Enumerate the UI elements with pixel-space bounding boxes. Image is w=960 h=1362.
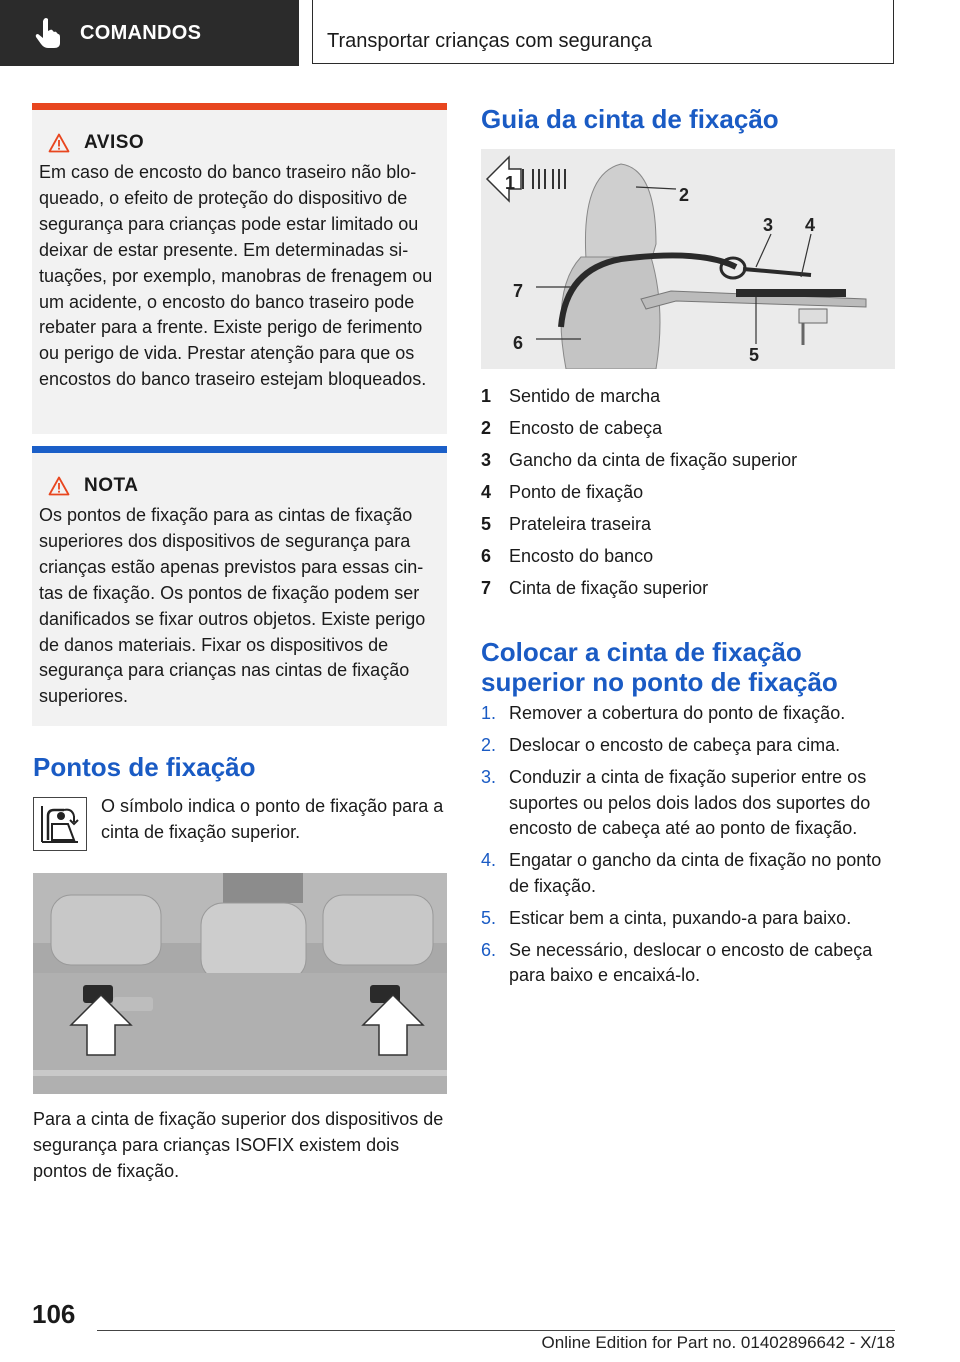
tether-anchor-symbol: [33, 797, 87, 851]
page-number: 106: [32, 1299, 76, 1329]
legend-num: 5: [481, 514, 492, 534]
diagram-label-6: 6: [513, 333, 524, 353]
diagram-label-5: 5: [749, 345, 760, 365]
legend-num: 3: [481, 450, 492, 470]
warning-box: [32, 103, 447, 434]
legend-text: Encosto do banco: [509, 546, 654, 566]
step-item: [481, 733, 895, 759]
step-item: [481, 765, 895, 842]
step-number: 6.: [481, 939, 497, 960]
symbol-description: O símbolo indica o ponto de fixação para a cinta de fixação superior.: [101, 796, 444, 842]
legend-item: [481, 476, 895, 508]
legend-item: [481, 572, 895, 604]
step-text: Remover a cobertura do ponto de fixação.: [509, 703, 846, 723]
chapter-title: Transportar crianças com segurança: [312, 0, 894, 64]
step-item: [481, 701, 895, 727]
note-triangle-icon: [48, 476, 70, 496]
legend-text: Prateleira traseira: [509, 514, 652, 534]
step-item: [481, 906, 895, 932]
procedure-steps: [481, 701, 895, 995]
photo-caption: Para a cinta de fixação superior dos dispositivos de segurança para crianças ISOFIX existem dois pontos de fixação.: [33, 1109, 444, 1181]
step-text: Engatar o gancho da cinta de fixação no ponto de fixação.: [509, 850, 882, 896]
legend-text: Sentido de marcha: [509, 386, 661, 406]
note-text: Os pontos de fixação para as cintas de fixação superiores dos dispositivos de segurança para crianças estão apenas previstos para essas cintas de fixação. Os pontos de fixação podem ser danificados se fixar outros objetos. Existe perigo de danos materiais. Fixar os dispositivos de segurança para crianças nas cintas de fixação superiores.: [39, 505, 426, 707]
diagram-label-1: 1: [505, 173, 516, 193]
footer-divider: [97, 1330, 895, 1331]
legend-num: 1: [481, 386, 492, 406]
legend-item: [481, 380, 895, 412]
step-number: 5.: [481, 907, 497, 928]
step-number: 3.: [481, 767, 497, 787]
legend-text: Gancho da cinta de fixação superior: [509, 450, 798, 470]
warning-triangle-icon: [48, 133, 70, 153]
legend-num: 7: [481, 578, 492, 598]
legend-text: Cinta de fixação superior: [509, 578, 709, 598]
section-tab[interactable]: [0, 0, 299, 66]
anchor-points-photo: [33, 873, 447, 1094]
legend-text: Ponto de fixação: [509, 482, 644, 502]
legend-item: [481, 508, 895, 540]
tether-guide-diagram: [481, 149, 895, 369]
edition-info: Online Edition for Part no. 01402896642 - X/18: [541, 1333, 895, 1352]
hand-pointer-icon: [30, 15, 66, 51]
diagram-label-7: 7: [513, 281, 524, 301]
step-text: Deslocar o encosto de cabeça para cima.: [509, 735, 841, 755]
warning-label: AVISO: [84, 132, 145, 153]
rear-shelf-illustration: [33, 873, 447, 1094]
diagram-legend: [481, 380, 895, 604]
diagram-label-2: 2: [679, 185, 690, 205]
legend-item: [481, 412, 895, 444]
legend-num: 2: [481, 418, 492, 438]
step-item: [481, 938, 895, 989]
child-seat-anchor-icon: [34, 798, 86, 850]
pontos-heading: Pontos de fixação: [33, 752, 256, 782]
step-number: 2.: [481, 735, 497, 755]
note-box: [32, 446, 447, 726]
colocar-heading: Colocar a cinta de fixação superior no ponto de fixação: [481, 637, 838, 697]
step-text: Esticar bem a cinta, puxando-a para baixo.: [509, 907, 852, 928]
step-number: 4.: [481, 850, 497, 870]
step-text: Se necessário, deslocar o encosto de cabeça para baixo e encaixá-lo.: [509, 939, 873, 985]
legend-item: [481, 540, 895, 572]
note-label: NOTA: [84, 475, 139, 496]
guia-heading: Guia da cinta de fixação: [481, 104, 779, 134]
step-text: Conduzir a cinta de fixação superior entre os suportes ou pelos dois lados dos suportes do encosto de cabeça até ao ponto de fixação.: [509, 767, 871, 838]
warning-text: Em caso de encosto do banco traseiro não bloqueado, o efeito de proteção do dispositivo de segurança para crianças pode estar limitado ou deixar de estar presente. Em determinadas situações, por exemplo, manobras de frenagem ou um acidente, o encosto do banco traseiro pode rebater para a frente. Existe perigo de ferimento ou perigo de vida. Prestar atenção para que os encostos do banco traseiro estejam bloqueados.: [39, 162, 433, 390]
legend-num: 6: [481, 546, 492, 566]
step-number: 1.: [481, 703, 497, 723]
legend-num: 4: [481, 482, 492, 502]
legend-item: [481, 444, 895, 476]
step-item: [481, 848, 895, 899]
diagram-label-4: 4: [805, 215, 816, 235]
legend-text: Encosto de cabeça: [509, 418, 663, 438]
diagram-label-3: 3: [763, 215, 774, 235]
section-label: COMANDOS: [80, 21, 202, 44]
